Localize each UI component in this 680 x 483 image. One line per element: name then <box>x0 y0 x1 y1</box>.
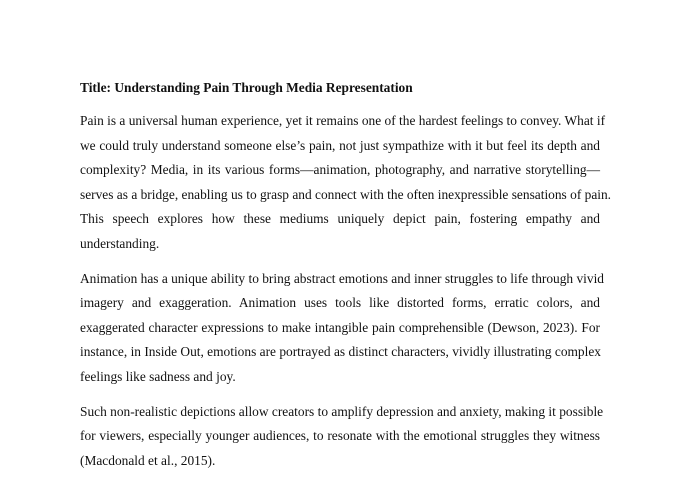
paragraph-introduction <box>80 109 612 257</box>
document-title: Title: Understanding Pain Through Media Representation <box>80 80 413 95</box>
text-line: Such non-realistic depictions allow creators to amplify depression and anxiety, making it possible <box>80 403 604 419</box>
text-line: we could truly understand someone else’s pain, not just sympathize with it but feel its depth and <box>80 137 600 153</box>
text-line: (Macdonald et al., 2015). <box>80 452 216 468</box>
paragraph-depictions <box>80 400 604 474</box>
text-line: exaggerated character expressions to make intangible pain comprehensible (Dewson, 2023). For <box>80 319 600 335</box>
text-line: instance, in Inside Out, emotions are portrayed as distinct characters, vividly illustrating complex <box>80 344 601 360</box>
text-line: Animation has a unique ability to bring abstract emotions and inner struggles to life through vivid <box>80 270 605 286</box>
text-line: imagery and exaggeration. Animation uses tools like distorted forms, erratic colors, and <box>80 295 600 311</box>
paragraph-animation <box>80 267 605 390</box>
text-line: complexity? Media, in its various forms—animation, photography, and narrative storytelling— <box>80 162 600 178</box>
text-line: for viewers, especially younger audiences, to resonate with the emotional struggles they witness <box>80 428 600 444</box>
text-line: Pain is a universal human experience, yet it remains one of the hardest feelings to convey. What if <box>80 113 606 128</box>
text-line: feelings like sadness and joy. <box>80 368 236 384</box>
text-line: serves as a bridge, enabling us to grasp and connect with the often inexpressible sensations of pain. <box>80 186 612 202</box>
text-line: understanding. <box>80 235 160 251</box>
text-line: This speech explores how these mediums uniquely depict pain, fostering empathy and <box>80 211 600 227</box>
document-body <box>80 79 612 483</box>
